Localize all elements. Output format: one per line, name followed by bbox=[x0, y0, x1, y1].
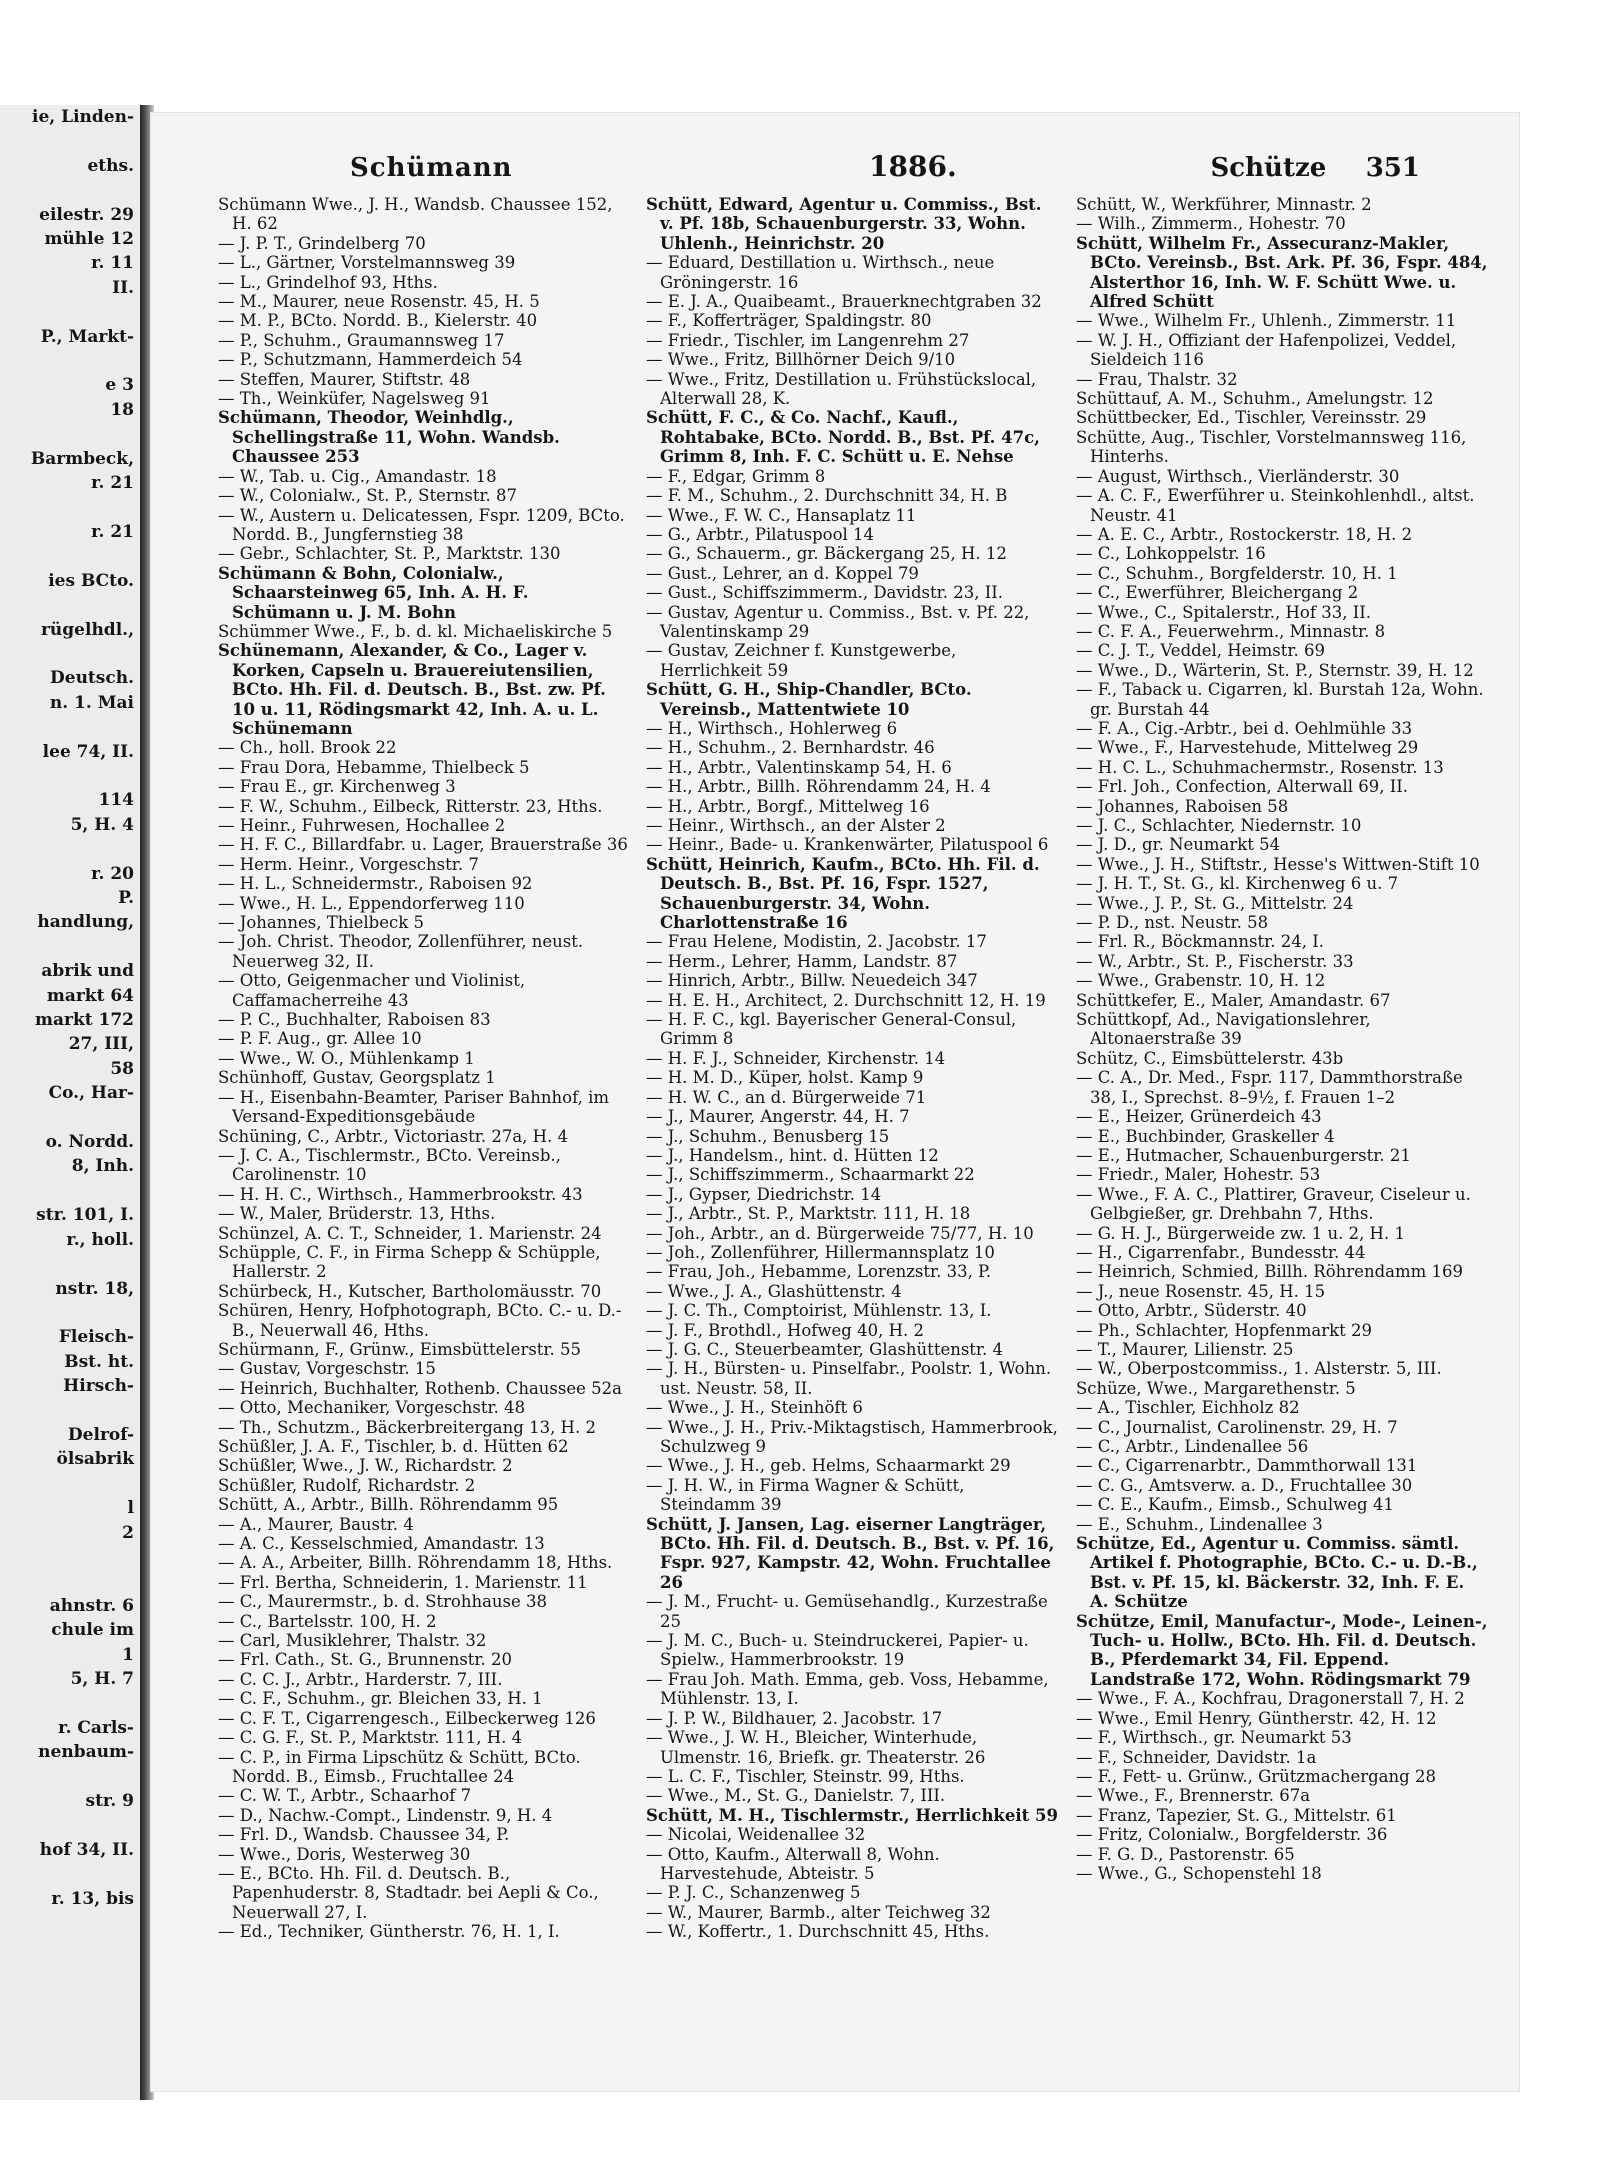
directory-entry: — Ed., Techniker, Güntherstr. 76, H. 1, I. bbox=[218, 1922, 560, 1942]
directory-entry: — P. J. C., Schanzenweg 5 bbox=[646, 1883, 861, 1903]
directory-entry: — C. W. T., Arbtr., Schaarhof 7 bbox=[218, 1786, 472, 1806]
directory-entry: — J., Arbtr., St. P., Marktstr. 111, H. 18 bbox=[646, 1204, 971, 1224]
directory-entry: — C., Journalist, Carolinenstr. 29, H. 7 bbox=[1076, 1417, 1398, 1437]
facing-page-fragment: P., Markt- bbox=[40, 326, 134, 347]
directory-entry: — Wwe., Fritz, Billhörner Deich 9/10 bbox=[646, 350, 956, 370]
directory-entry: — August, Wirthsch., Vierländerstr. 30 bbox=[1076, 466, 1400, 486]
facing-page-fragment: r. 13, bis bbox=[51, 1888, 134, 1909]
directory-entry: — Johannes, Thielbeck 5 bbox=[218, 913, 424, 933]
directory-entry: — W., Maler, Brüderstr. 13, Hths. bbox=[218, 1204, 496, 1224]
facing-page-fragment bbox=[0, 349, 140, 373]
directory-entry: — Otto, Kaufm., Alterwall 8, Wohn. Harvestehude, Abteistr. 5 bbox=[646, 1844, 940, 1883]
facing-page-fragment bbox=[0, 837, 140, 861]
directory-entry: Schüßler, Wwe., J. W., Richardstr. 2 bbox=[218, 1456, 513, 1476]
facing-page-fragment: 1 bbox=[122, 1644, 134, 1665]
directory-entry: — Johannes, Raboisen 58 bbox=[1076, 796, 1289, 816]
directory-entry: — J. P. W., Bildhauer, 2. Jacobstr. 17 bbox=[646, 1708, 943, 1728]
directory-entry: — P. D., nst. Neustr. 58 bbox=[1076, 913, 1269, 933]
directory-entry: — J., Schiffszimmerm., Schaarmarkt 22 bbox=[646, 1165, 975, 1185]
directory-entry: Schütt, M. H., Tischlermstr., Herrlichkeit 59 bbox=[646, 1805, 1058, 1825]
directory-entry: — C. A., Dr. Med., Fspr. 117, Dammthorstraße 38, I., Sprechst. 8–9½, f. Frauen 1–2 bbox=[1076, 1068, 1463, 1107]
facing-page-fragment: Hirsch- bbox=[63, 1376, 134, 1397]
facing-page-fragment: Fleisch- bbox=[58, 1327, 134, 1348]
directory-entry: — Wwe., C., Spitalerstr., Hof 33, II. bbox=[1076, 602, 1371, 622]
directory-entry: Schümmer Wwe., F., b. d. kl. Michaeliskirche 5 bbox=[218, 621, 613, 641]
facing-page-fragment bbox=[0, 1691, 140, 1715]
directory-entry: — C., Maurermstr., b. d. Strohhause 38 bbox=[218, 1592, 548, 1612]
directory-entry: Schütz, C., Eimsbüttelerstr. 43b bbox=[1076, 1048, 1344, 1068]
directory-entry: — W., Austern u. Delicatessen, Fspr. 1209, BCto. Nordd. B., Jungfernstieg 38 bbox=[218, 505, 625, 544]
directory-entry: Schütte, Aug., Tischler, Vorstelmannsweg 116, Hinterhs. bbox=[1076, 427, 1467, 467]
directory-entry: — F., Taback u. Cigarren, kl. Burstah 12a, Wohn. gr. Burstah 44 bbox=[1076, 680, 1484, 719]
directory-entry: Schüttbecker, Ed., Tischler, Vereinsstr. 29 bbox=[1076, 408, 1427, 428]
directory-entry: — Wwe., H. L., Eppendorferweg 110 bbox=[218, 893, 525, 913]
directory-entry: — F., Edgar, Grimm 8 bbox=[646, 466, 826, 486]
page-header bbox=[210, 150, 1500, 190]
facing-page-fragment bbox=[0, 544, 140, 568]
directory-entry: — Wwe., J. H., Stiftstr., Hesse's Wittwen-Stift 10 bbox=[1076, 854, 1480, 874]
directory-entry: — Joh. Christ. Theodor, Zollenführer, neust. Neuerweg 32, II. bbox=[218, 932, 584, 971]
directory-entry: — Wwe., D., Wärterin, St. P., Sternstr. 39, H. 12 bbox=[1076, 660, 1474, 680]
directory-entry: — T., Maurer, Lilienstr. 25 bbox=[1076, 1339, 1294, 1359]
directory-entry: — Frl. Joh., Confection, Alterwall 69, II. bbox=[1076, 777, 1409, 797]
facing-page-fragment bbox=[0, 1862, 140, 1886]
directory-entry: — Wwe., F., Harvestehude, Mittelweg 29 bbox=[1076, 738, 1419, 758]
directory-entry: — Heinr., Wirthsch., an der Alster 2 bbox=[646, 816, 946, 835]
directory-entry: — H., Cigarrenfabr., Bundesstr. 44 bbox=[1076, 1242, 1366, 1262]
directory-entry: — W. J. H., Offiziant der Hafenpolizei, Veddel, Sieldeich 116 bbox=[1076, 330, 1457, 370]
directory-entry: — G. H. J., Bürgerweide zw. 1 u. 2, H. 1 bbox=[1076, 1223, 1405, 1243]
directory-entry: — Otto, Geigenmacher und Violinist, Caffamacherreihe 43 bbox=[218, 971, 526, 1010]
directory-entry: — H., Eisenbahn-Beamter, Pariser Bahnhof, im Versand-Expeditionsgebäude bbox=[218, 1087, 610, 1127]
directory-entry: — Wwe., W. O., Mühlenkamp 1 bbox=[218, 1048, 475, 1068]
directory-entry: Schüttkopf, Ad., Navigationslehrer, Altonaerstraße 39 bbox=[1076, 1010, 1371, 1049]
facing-page-fragment: nstr. 18, bbox=[55, 1278, 134, 1299]
facing-page-fragment: str. 9 bbox=[85, 1791, 134, 1812]
directory-entry: — C. F., Schuhm., gr. Bleichen 33, H. 1 bbox=[218, 1689, 543, 1709]
facing-page-fragment: ie, Linden- bbox=[32, 107, 134, 127]
directory-entry: — J. H., Bürsten- u. Pinselfabr., Poolstr. 1, Wohn. ust. Neustr. 58, II. bbox=[646, 1359, 1052, 1398]
directory-entry: — C., Schuhm., Borgfelderstr. 10, H. 1 bbox=[1076, 563, 1398, 583]
facing-page-fragment: l bbox=[127, 1498, 134, 1519]
directory-entry: — Wwe., F. A. C., Plattirer, Graveur, Ciseleur u. Gelbgießer, gr. Drehbahn 7, Hths. bbox=[1076, 1184, 1471, 1224]
directory-entry: — D., Nachw.-Compt., Lindenstr. 9, H. 4 bbox=[218, 1805, 553, 1825]
directory-entry: — Frau, Joh., Hebamme, Lorenzstr. 33, P. bbox=[646, 1262, 992, 1282]
facing-page-fragment: Deutsch. bbox=[50, 668, 134, 689]
facing-page-fragment bbox=[0, 422, 140, 446]
directory-entry: — A., Tischler, Eichholz 82 bbox=[1076, 1398, 1300, 1418]
directory-entry: — G., Arbtr., Pilatuspool 14 bbox=[646, 524, 875, 544]
directory-entry: — F., Schneider, Davidstr. 1a bbox=[1076, 1747, 1317, 1767]
directory-entry: — C., Cigarrenarbtr., Dammthorwall 131 bbox=[1076, 1456, 1418, 1476]
facing-page-fragment bbox=[0, 1472, 140, 1496]
directory-entry: — Joh., Zollenführer, Hillermannsplatz 10 bbox=[646, 1242, 995, 1262]
directory-entry: — C. C. J., Arbtr., Harderstr. 7, III. bbox=[218, 1669, 503, 1689]
facing-page-fragment bbox=[0, 300, 140, 324]
facing-page-fragment: Barmbeck, bbox=[30, 448, 134, 469]
facing-page-fragment: mühle 12 bbox=[44, 229, 134, 250]
directory-entry: — Ph., Schlachter, Hopfenmarkt 29 bbox=[1076, 1320, 1372, 1340]
directory-entry: Schüttkefer, E., Maler, Amandastr. 67 bbox=[1076, 990, 1391, 1010]
directory-entry: — Otto, Mechaniker, Vorgeschstr. 48 bbox=[218, 1398, 526, 1418]
directory-entry: — Franz, Tapezier, St. G., Mittelstr. 61 bbox=[1076, 1805, 1397, 1825]
facing-page-fragment bbox=[0, 496, 140, 520]
directory-entry: Schüze, Wwe., Margarethenstr. 5 bbox=[1076, 1378, 1356, 1398]
directory-entry: — H., Wirthsch., Hohlerweg 6 bbox=[646, 718, 898, 738]
facing-page-fragment: 114 bbox=[98, 790, 134, 811]
directory-entry: — Friedr., Maler, Hohestr. 53 bbox=[1076, 1165, 1321, 1185]
facing-page-fragment: 27, III, bbox=[68, 1034, 134, 1055]
directory-entry: — C., Lohkoppelstr. 16 bbox=[1076, 544, 1266, 564]
directory-entry: — J. M. C., Buch- u. Steindruckerei, Papier- u. Spielw., Hammerbrookstr. 19 bbox=[646, 1631, 1029, 1670]
directory-entry: — Steffen, Maurer, Stiftstr. 48 bbox=[218, 369, 471, 389]
directory-entry: — H., Arbtr., Valentinskamp 54, H. 6 bbox=[646, 757, 952, 777]
facing-page-fragment: hof 34, II. bbox=[39, 1839, 134, 1860]
facing-page-fragment bbox=[0, 1252, 140, 1276]
directory-entry: — Wwe., Wilhelm Fr., Uhlenh., Zimmerstr. 11 bbox=[1076, 311, 1457, 331]
directory-entry: Schünemann, Alexander, & Co., Lager v. Korken, Capseln u. Brauereiutensilien, BCto. Hh. Fil. d. Deutsch. B., Bst. zw. Pf. 10 u. 11, Rödingsmarkt 42, Inh. A. u. L. Schünemann bbox=[218, 641, 606, 738]
directory-entry: — Gebr., Schlachter, St. P., Marktstr. 130 bbox=[218, 544, 561, 564]
facing-page-fragment: eilestr. 29 bbox=[39, 204, 134, 225]
directory-entry: — Friedr., Tischler, im Langenrehm 27 bbox=[646, 330, 970, 350]
directory-entry: — Carl, Musiklehrer, Thalstr. 32 bbox=[218, 1631, 487, 1651]
directory-entry: Schütt, W., Werkführer, Minnastr. 2 bbox=[1076, 195, 1372, 214]
directory-entry: Schümann & Bohn, Colonialw., Schaarsteinweg 65, Inh. A. H. F. Schümann u. J. M. Bohn bbox=[218, 563, 529, 622]
directory-entry: — H. F. J., Schneider, Kirchenstr. 14 bbox=[646, 1048, 946, 1068]
directory-entry: — C. J. T., Veddel, Heimstr. 69 bbox=[1076, 641, 1325, 661]
facing-page-fragment: Delrof- bbox=[67, 1424, 134, 1445]
facing-page-fragment: 5, H. 7 bbox=[70, 1669, 134, 1689]
directory-entry: — Frau Joh. Math. Emma, geb. Voss, Hebamme, Mühlenstr. 13, I. bbox=[646, 1669, 1049, 1709]
facing-page-fragment bbox=[0, 935, 140, 959]
directory-entry: — Hinrich, Arbtr., Billw. Neuedeich 347 bbox=[646, 971, 978, 991]
directory-entry: — Gust., Schiffszimmerm., Davidstr. 23, II. bbox=[646, 583, 1003, 603]
directory-entry: — J. M., Frucht- u. Gemüsehandlg., Kurzestraße 25 bbox=[646, 1592, 1048, 1631]
facing-page-fragment bbox=[0, 178, 140, 202]
directory-entry: — H., Arbtr., Borgf., Mittelweg 16 bbox=[646, 796, 930, 816]
directory-entry: — G., Schauerm., gr. Bäckergang 25, H. 12 bbox=[646, 544, 1007, 564]
directory-entry: — Frau Helene, Modistin, 2. Jacobstr. 17 bbox=[646, 932, 987, 952]
directory-entry: — W., Colonialw., St. P., Sternstr. 87 bbox=[218, 486, 518, 506]
directory-entry: — W., Tab. u. Cig., Amandastr. 18 bbox=[218, 466, 497, 486]
directory-entry: — J., Schuhm., Benusberg 15 bbox=[646, 1126, 890, 1146]
directory-entry: — Heinrich, Schmied, Billh. Röhrendamm 169 bbox=[1076, 1262, 1464, 1282]
directory-entry: — E., Schuhm., Lindenallee 3 bbox=[1076, 1514, 1323, 1534]
facing-page-fragment: ölsabrik bbox=[56, 1449, 134, 1470]
directory-entry: — E., Heizer, Grünerdeich 43 bbox=[1076, 1107, 1322, 1127]
directory-entry: — J., Handelsm., hint. d. Hütten 12 bbox=[646, 1145, 939, 1165]
column-1 bbox=[218, 195, 630, 1955]
facing-page-fragment: r. 21 bbox=[91, 473, 134, 494]
directory-entry: Schütt, A., Arbtr., Billh. Röhrendamm 95 bbox=[218, 1495, 559, 1515]
directory-entry: — Gustav, Vorgeschstr. 15 bbox=[218, 1359, 436, 1379]
facing-page-fragment: handlung, bbox=[37, 912, 134, 933]
directory-entry: — F. W., Schuhm., Eilbeck, Ritterstr. 23, Hths. bbox=[218, 796, 603, 816]
facing-page-fragment: lee 74, II. bbox=[42, 741, 134, 762]
directory-entry: Schütt, F. C., & Co. Nachf., Kaufl., Rohtabake, BCto. Nordd. B., Bst. Pf. 47c, Grimm 8, Inh. F. C. Schütt u. E. Nehse bbox=[646, 408, 1040, 467]
facing-page-fragment: 5, H. 4 bbox=[70, 814, 134, 835]
directory-entry: Schütze, Emil, Manufactur-, Mode-, Leinen-, Tuch- u. Hollw., BCto. Hh. Fil. d. Deutsch. B., Pferdemarkt 34, Fil. Eppend. Landstraße 172, Wohn. Rödingsmarkt 79 bbox=[1076, 1611, 1488, 1689]
facing-page-fragment bbox=[0, 1765, 140, 1789]
directory-entry: — H. F. C., Billardfabr. u. Lager, Brauerstraße 36 bbox=[218, 835, 628, 855]
directory-entry: — C., Bartelsstr. 100, H. 2 bbox=[218, 1611, 437, 1631]
directory-entry: — Frl. Bertha, Schneiderin, 1. Marienstr. 11 bbox=[218, 1572, 588, 1592]
directory-entry: — F., Wirthsch., gr. Neumarkt 53 bbox=[1076, 1728, 1352, 1748]
facing-page-fragment bbox=[0, 593, 140, 617]
directory-entry: — J. F., Brothdl., Hofweg 40, H. 2 bbox=[646, 1320, 924, 1340]
directory-entry: — J. P. T., Grindelberg 70 bbox=[218, 233, 426, 253]
directory-entry: — Heinr., Fuhrwesen, Hochallee 2 bbox=[218, 816, 506, 835]
directory-entry: — Herm. Heinr., Vorgeschstr. 7 bbox=[218, 854, 479, 874]
facing-page-fragment: ahnstr. 6 bbox=[49, 1595, 134, 1616]
facing-page-fragment: nenbaum- bbox=[38, 1742, 134, 1763]
directory-entry: — F., Fett- u. Grünw., Grützmachergang 28 bbox=[1076, 1766, 1436, 1786]
directory-entry: — F. M., Schuhm., 2. Durchschnitt 34, H. B bbox=[646, 486, 1008, 506]
directory-columns bbox=[218, 195, 1508, 1955]
directory-entry: — A. C., Kesselschmied, Amandastr. 13 bbox=[218, 1534, 545, 1554]
directory-entry: Schümann Wwe., J. H., Wandsb. Chaussee 152, H. 62 bbox=[218, 195, 613, 234]
directory-entry: — C. F. T., Cigarrengesch., Eilbeckerweg 126 bbox=[218, 1708, 596, 1728]
directory-entry: — C. E., Kaufm., Eimsb., Schulweg 41 bbox=[1076, 1495, 1394, 1515]
directory-entry: — J., Gypser, Diedrichstr. 14 bbox=[646, 1184, 882, 1204]
directory-entry: — E., Buchbinder, Graskeller 4 bbox=[1076, 1126, 1335, 1146]
directory-entry: — P., Schutzmann, Hammerdeich 54 bbox=[218, 350, 523, 370]
facing-page-fragment: r. 20 bbox=[91, 863, 134, 884]
facing-page-fragment: n. 1. Mai bbox=[49, 692, 134, 713]
directory-entry: — F. G. D., Pastorenstr. 65 bbox=[1076, 1844, 1295, 1864]
directory-entry: — E., BCto. Hh. Fil. d. Deutsch. B., Papenhuderstr. 8, Stadtadr. bei Aepli & Co., Neuerwall 27, I. bbox=[218, 1863, 599, 1922]
facing-page-fragment: str. 101, I. bbox=[36, 1205, 134, 1226]
facing-page-fragment: Co., Har- bbox=[48, 1083, 134, 1104]
directory-entry: Schütt, Wilhelm Fr., Assecuranz-Makler, BCto. Vereinsb., Bst. Ark. Pf. 36, Fspr. 484, Alsterthor 16, Inh. W. F. Schütt Wwe. u. Alfred Schütt bbox=[1076, 233, 1488, 312]
directory-entry: Schürmann, F., Grünw., Eimsbüttelerstr. 55 bbox=[218, 1339, 581, 1359]
facing-page-fragment: r. 11 bbox=[91, 253, 134, 274]
directory-entry: Schüpple, C. F., in Firma Schepp & Schüpple, Hallerstr. 2 bbox=[218, 1242, 601, 1282]
directory-entry: — H. L., Schneidermstr., Raboisen 92 bbox=[218, 874, 533, 894]
header-left-keyword: Schümann bbox=[350, 153, 513, 183]
directory-entry: — Wwe., F. A., Kochfrau, Dragonerstall 7, H. 2 bbox=[1076, 1689, 1465, 1709]
directory-entry: — L., Gärtner, Vorstelmannsweg 39 bbox=[218, 253, 516, 273]
directory-entry: — C. F. A., Feuerwehrm., Minnastr. 8 bbox=[1076, 621, 1386, 641]
directory-entry: — A. C. F., Ewerführer u. Steinkohlenhdl., altst. Neustr. 41 bbox=[1076, 486, 1475, 525]
directory-entry: — J. C., Schlachter, Niedernstr. 10 bbox=[1076, 816, 1362, 835]
directory-entry: — E., Hutmacher, Schauenburgerstr. 21 bbox=[1076, 1145, 1411, 1165]
directory-entry: — Frl. R., Böckmannstr. 24, I. bbox=[1076, 932, 1324, 952]
facing-page-fragment: ies BCto. bbox=[48, 570, 134, 591]
directory-entry: — F. A., Cig.-Arbtr., bei d. Oehlmühle 33 bbox=[1076, 718, 1413, 738]
facing-page-fragment: markt 172 bbox=[35, 1010, 134, 1031]
directory-entry: Schütt, G. H., Ship-Chandler, BCto. Vereinsb., Mattentwiete 10 bbox=[646, 680, 972, 719]
directory-entry: — Wwe., Fritz, Destillation u. Frühstückslocal, Alterwall 28, K. bbox=[646, 369, 1037, 409]
facing-page-fragment: rügelhdl., bbox=[40, 619, 134, 640]
directory-entry: — Wwe., Doris, Westerweg 30 bbox=[218, 1844, 471, 1864]
directory-entry: Schütt, Edward, Agentur u. Commiss., Bst. v. Pf. 18b, Schauenburgerstr. 33, Wohn. Uhlenh., Heinrichstr. 20 bbox=[646, 195, 1042, 253]
facing-page-fragment bbox=[0, 1545, 140, 1569]
directory-entry: Schürbeck, H., Kutscher, Bartholomäusstr. 70 bbox=[218, 1281, 602, 1301]
directory-entry: — Ch., holl. Brook 22 bbox=[218, 738, 397, 758]
facing-page-fragment: P. bbox=[118, 888, 134, 908]
directory-entry: — Joh., Arbtr., an d. Bürgerweide 75/77, H. 10 bbox=[646, 1223, 1034, 1243]
directory-entry: — Frl. Cath., St. G., Brunnenstr. 20 bbox=[218, 1650, 512, 1670]
directory-entry: — Th., Schutzm., Bäckerbreitergang 13, H. 2 bbox=[218, 1417, 596, 1437]
column-3 bbox=[1076, 195, 1488, 1955]
directory-entry: — H. W. C., an d. Bürgerweide 71 bbox=[646, 1087, 927, 1107]
facing-page-fragment bbox=[0, 129, 140, 153]
directory-entry: — C. G. F., St. P., Marktstr. 111, H. 4 bbox=[218, 1728, 523, 1748]
facing-page-fragment: 8, Inh. bbox=[71, 1156, 134, 1177]
facing-page-fragment: Bst. ht. bbox=[64, 1351, 134, 1372]
directory-entry: — Nicolai, Weidenallee 32 bbox=[646, 1825, 866, 1845]
directory-entry: — A. E. C., Arbtr., Rostockerstr. 18, H. 2 bbox=[1076, 524, 1413, 544]
facing-page-fragment bbox=[0, 1106, 140, 1130]
facing-page-fragment: 2 bbox=[122, 1522, 134, 1543]
directory-entry: — Wwe., J. H., Steinhöft 6 bbox=[646, 1398, 863, 1418]
directory-entry: — Wwe., Emil Henry, Güntherstr. 42, H. 12 bbox=[1076, 1708, 1437, 1728]
directory-entry: Schüren, Henry, Hofphotograph, BCto. C.- u. D.-B., Neuerwall 46, Hths. bbox=[218, 1301, 622, 1340]
directory-entry: Schütt, J. Jansen, Lag. eiserner Langträger, BCto. Hh. Fil. d. Deutsch. B., Bst. v. Pf. 16, Fspr. 927, Kampstr. 42, Wohn. Fruchtallee 26 bbox=[646, 1514, 1055, 1592]
directory-entry: — Th., Weinküfer, Nagelsweg 91 bbox=[218, 389, 491, 409]
directory-entry: — Frau E., gr. Kirchenweg 3 bbox=[218, 777, 456, 797]
directory-entry: — C., Arbtr., Lindenallee 56 bbox=[1076, 1437, 1309, 1456]
facing-page-fragment bbox=[0, 715, 140, 739]
directory-entry: — Herm., Lehrer, Hamm, Landstr. 87 bbox=[646, 951, 958, 971]
directory-entry: Schütze, Ed., Agentur u. Commiss. sämtl. Artikel f. Photographie, BCto. C.- u. D.-B., Bst. v. Pf. 15, kl. Bäckerstr. 32, Inh. F. E. A. Schütze bbox=[1076, 1534, 1478, 1612]
directory-entry: — Fritz, Colonialw., Borgfelderstr. 36 bbox=[1076, 1825, 1388, 1845]
directory-entry: — Gustav, Agentur u. Commiss., Bst. v. Pf. 22, Valentinskamp 29 bbox=[646, 602, 1030, 641]
directory-entry: — Wwe., G., Schopenstehl 18 bbox=[1076, 1863, 1322, 1883]
directory-entry: — M., Maurer, neue Rosenstr. 45, H. 5 bbox=[218, 292, 540, 312]
directory-entry: — W., Oberpostcommiss., 1. Alsterstr. 5, III. bbox=[1076, 1359, 1442, 1379]
directory-entry: — Wwe., J. H., Priv.-Miktagstisch, Hammerbrook, Schulzweg 9 bbox=[646, 1417, 1058, 1456]
directory-entry: — Wwe., J. P., St. G., Mittelstr. 24 bbox=[1076, 893, 1354, 913]
facing-page-fragment bbox=[0, 642, 140, 666]
directory-entry: — J., neue Rosenstr. 45, H. 15 bbox=[1076, 1281, 1326, 1301]
directory-entry: — Wwe., J. H., geb. Helms, Schaarmarkt 29 bbox=[646, 1456, 1011, 1476]
page-number: 351 bbox=[1365, 153, 1420, 183]
facing-page-fragment: abrik und bbox=[41, 961, 134, 982]
directory-entry: — C. P., in Firma Lipschütz & Schütt, BCto. Nordd. B., Eimsb., Fruchtallee 24 bbox=[218, 1747, 581, 1786]
directory-entry: — Wwe., J. W. H., Bleicher, Winterhude, Ulmenstr. 16, Briefk. gr. Theaterstr. 26 bbox=[646, 1728, 986, 1767]
facing-page-fragment bbox=[0, 1399, 140, 1423]
directory-entry: — H. E. H., Architect, 2. Durchschnitt 12, H. 19 bbox=[646, 990, 1046, 1010]
facing-page-fragment bbox=[0, 764, 140, 788]
directory-entry: — A., Maurer, Baustr. 4 bbox=[218, 1514, 414, 1534]
directory-entry: — Gustav, Zeichner f. Kunstgewerbe, Herrlichkeit 59 bbox=[646, 641, 957, 680]
column-2 bbox=[646, 195, 1058, 1955]
directory-entry: — Wwe., F. W. C., Hansaplatz 11 bbox=[646, 505, 917, 525]
directory-entry: Schümann, Theodor, Weinhdlg., Schellingstraße 11, Wohn. Wandsb. Chaussee 253 bbox=[218, 408, 560, 467]
directory-entry: — H. H. C., Wirthsch., Hammerbrookstr. 43 bbox=[218, 1184, 583, 1204]
facing-page-fragment: eths. bbox=[87, 155, 134, 176]
directory-entry: — Wilh., Zimmerm., Hohestr. 70 bbox=[1076, 214, 1346, 234]
directory-entry: — J. D., gr. Neumarkt 54 bbox=[1076, 835, 1281, 855]
directory-entry: Schüttauf, A. M., Schuhm., Amelungstr. 12 bbox=[1076, 389, 1434, 409]
facing-page-fragment: o. Nordd. bbox=[45, 1132, 134, 1153]
directory-entry: Schüßler, Rudolf, Richardstr. 2 bbox=[218, 1475, 476, 1495]
directory-entry: — J. H. W., in Firma Wagner & Schütt, Steindamm 39 bbox=[646, 1475, 965, 1515]
header-year: 1886. bbox=[869, 150, 957, 183]
facing-page-fragment: e 3 bbox=[105, 375, 134, 396]
directory-entry: Schünzel, A. C. T., Schneider, 1. Marienstr. 24 bbox=[218, 1223, 602, 1243]
directory-entry: — J. G. C., Steuerbeamter, Glashüttenstr. 4 bbox=[646, 1339, 1003, 1359]
directory-entry: — H., Schuhm., 2. Bernhardstr. 46 bbox=[646, 738, 935, 758]
facing-page-fragment: 18 bbox=[110, 399, 134, 420]
directory-entry: — Wwe., Grabenstr. 10, H. 12 bbox=[1076, 971, 1326, 991]
directory-entry: — W., Arbtr., St. P., Fischerstr. 33 bbox=[1076, 951, 1354, 971]
directory-entry: — L., Grindelhof 93, Hths. bbox=[218, 272, 438, 292]
directory-entry: — Frau, Thalstr. 32 bbox=[1076, 369, 1238, 389]
facing-page-fragment: r. Carls- bbox=[58, 1717, 134, 1738]
directory-entry: — J. H. T., St. G., kl. Kirchenweg 6 u. 7 bbox=[1076, 874, 1399, 894]
directory-entry: — Heinrich, Buchhalter, Rothenb. Chaussee 52a bbox=[218, 1378, 622, 1398]
directory-entry: — H. C. L., Schuhmachermstr., Rosenstr. 13 bbox=[1076, 757, 1444, 777]
directory-entry: — Wwe., J. A., Glashüttenstr. 4 bbox=[646, 1281, 902, 1301]
directory-entry: — P. F. Aug., gr. Allee 10 bbox=[218, 1029, 422, 1049]
directory-entry: — J. C. Th., Comptoirist, Mühlenstr. 13, I. bbox=[646, 1301, 992, 1321]
header-right-keyword: Schütze bbox=[1210, 153, 1327, 183]
facing-page-fragment: chule im bbox=[51, 1620, 134, 1641]
directory-entry: Schüßler, J. A. F., Tischler, b. d. Hütten 62 bbox=[218, 1437, 569, 1456]
directory-entry: — H. M. D., Küper, holst. Kamp 9 bbox=[646, 1068, 924, 1088]
directory-entry: — P., Schuhm., Graumannsweg 17 bbox=[218, 330, 505, 350]
directory-entry: — A. A., Arbeiter, Billh. Röhrendamm 18, Hths. bbox=[218, 1553, 613, 1573]
facing-page-fragment: r., holl. bbox=[66, 1229, 134, 1250]
facing-page-fragment bbox=[0, 1813, 140, 1837]
facing-page-edge bbox=[0, 105, 140, 2100]
facing-page-fragment bbox=[0, 1569, 140, 1593]
directory-entry: — P. C., Buchhalter, Raboisen 83 bbox=[218, 1010, 491, 1030]
directory-entry: — F., Kofferträger, Spaldingstr. 80 bbox=[646, 311, 932, 331]
directory-entry: — J. C. A., Tischlermstr., BCto. Vereinsb., Carolinenstr. 10 bbox=[218, 1145, 561, 1185]
directory-entry: Schütt, Heinrich, Kaufm., BCto. Hh. Fil. d. Deutsch. B., Bst. Pf. 16, Fspr. 1527, Schauenburgerstr. 34, Wohn. Charlottenstraße 16 bbox=[646, 854, 1040, 933]
directory-entry: — C. G., Amtsverw. a. D., Fruchtallee 30 bbox=[1076, 1475, 1413, 1495]
directory-entry: — L. C. F., Tischler, Steinstr. 99, Hths. bbox=[646, 1766, 965, 1786]
directory-entry: — Wwe., F., Brennerstr. 67a bbox=[1076, 1786, 1311, 1806]
directory-entry: — M. P., BCto. Nordd. B., Kielerstr. 40 bbox=[218, 311, 538, 331]
facing-page-fragment: markt 64 bbox=[46, 985, 134, 1006]
directory-entry: — W., Maurer, Barmb., alter Teichweg 32 bbox=[646, 1902, 991, 1922]
directory-entry: — Otto, Arbtr., Süderstr. 40 bbox=[1076, 1301, 1307, 1321]
directory-entry: Schünhoff, Gustav, Georgsplatz 1 bbox=[218, 1068, 496, 1088]
header-right bbox=[1101, 153, 1500, 183]
directory-entry: — Gust., Lehrer, an d. Koppel 79 bbox=[646, 563, 919, 583]
directory-entry: — E. J. A., Quaibeamt., Brauerknechtgraben 32 bbox=[646, 292, 1042, 312]
directory-entry: Schüning, C., Arbtr., Victoriastr. 27a, H. 4 bbox=[218, 1126, 569, 1146]
facing-page-fragment: r. 21 bbox=[91, 521, 134, 542]
directory-entry: — Heinr., Bade- u. Krankenwärter, Pilatuspool 6 bbox=[646, 835, 1049, 855]
directory-entry: — C., Ewerführer, Bleichergang 2 bbox=[1076, 583, 1359, 603]
facing-page-fragment bbox=[0, 1179, 140, 1203]
directory-entry: — H., Arbtr., Billh. Röhrendamm 24, H. 4 bbox=[646, 777, 991, 797]
directory-entry: — Eduard, Destillation u. Wirthsch., neue Gröningerstr. 16 bbox=[646, 253, 995, 292]
directory-entry: — Wwe., M., St. G., Danielstr. 7, III. bbox=[646, 1786, 946, 1806]
directory-entry: — Frl. D., Wandsb. Chaussee 34, P. bbox=[218, 1825, 510, 1845]
facing-page-fragment: II. bbox=[112, 277, 134, 298]
directory-entry: — H. F. C., kgl. Bayerischer General-Consul, Grimm 8 bbox=[646, 1010, 1017, 1049]
directory-entry: — J., Maurer, Angerstr. 44, H. 7 bbox=[646, 1107, 910, 1127]
facing-page-fragment: 58 bbox=[110, 1058, 134, 1079]
directory-entry: — W., Koffertr., 1. Durchschnitt 45, Hths. bbox=[646, 1922, 990, 1942]
directory-entry: — Frau Dora, Hebamme, Thielbeck 5 bbox=[218, 757, 530, 777]
facing-page-fragment bbox=[0, 1301, 140, 1325]
